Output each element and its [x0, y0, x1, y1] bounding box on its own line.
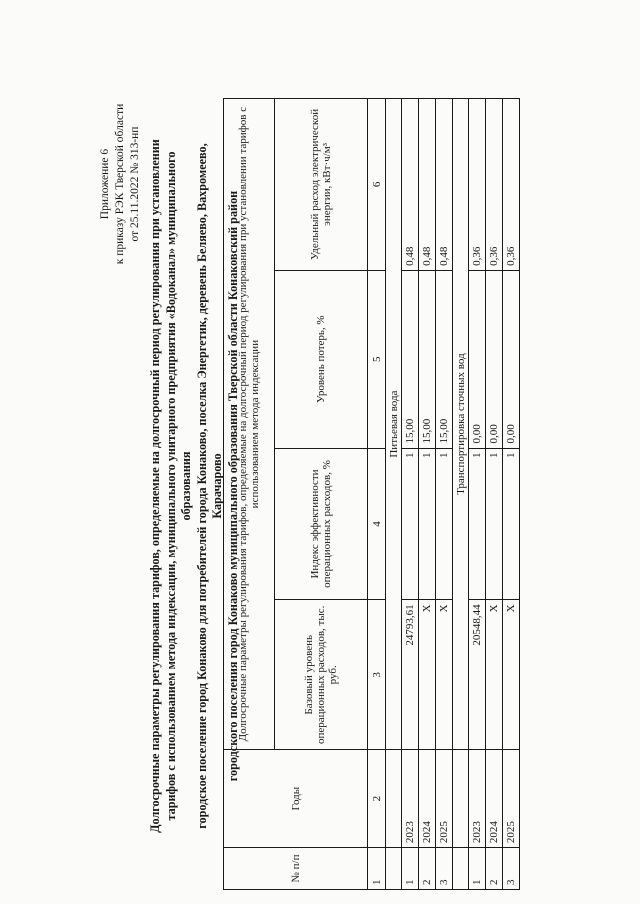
table-row — [402, 99, 419, 890]
column-number: 1 — [368, 848, 386, 890]
row-opex: X — [419, 600, 436, 750]
header-group: Долгосрочные параметры регулирования тарифов, определяемые на долгосрочный период регулирования при установлении тарифов с использованием метода индексации — [224, 99, 275, 750]
row-number: 1 — [469, 848, 486, 890]
row-efficiency-index: 1 — [503, 448, 520, 600]
appendix-line: Приложение 6 — [99, 148, 111, 220]
column-number: 6 — [368, 99, 386, 271]
row-loss-level: 15,00 — [402, 270, 419, 448]
row-loss-level: 0,00 — [486, 270, 503, 448]
row-number: 2 — [486, 848, 503, 890]
title-line: тарифов с использованием метода индексации, муниципального унитарного предприятия «Водоканал» муниципального образования — [163, 151, 193, 821]
title-line: городского поселения город Конаково муниципального образования Тверской области Конаковский район — [225, 190, 240, 782]
title-line: городское поселение город Конаково для потребителей города Конаково, поселка Энергетик, деревень Беляево, Вахромеево, Карачарово — [194, 143, 224, 829]
header-number: № п/п — [224, 848, 368, 890]
row-year: 2025 — [436, 750, 453, 848]
row-year: 2025 — [503, 750, 520, 848]
header-opex: Базовый уровень операционных расходов, тыс. руб. — [275, 600, 368, 750]
header-loss-level: Уровень потерь, % — [275, 270, 368, 448]
column-number: 5 — [368, 270, 386, 448]
section-spacer — [453, 848, 469, 890]
row-number: 2 — [419, 848, 436, 890]
row-efficiency-index: 1 — [402, 448, 419, 600]
row-year: 2024 — [419, 750, 436, 848]
row-opex: X — [436, 600, 453, 750]
row-loss-level: 0,00 — [503, 270, 520, 448]
table-row — [469, 99, 486, 890]
section-spacer — [386, 750, 402, 848]
row-year: 2023 — [469, 750, 486, 848]
appendix-line: от 25.11.2022 № 313-нп — [129, 126, 141, 242]
row-efficiency-index: 1 — [469, 448, 486, 600]
section-row — [386, 99, 402, 890]
row-energy-consumption: 0,48 — [419, 99, 436, 271]
appendix-block — [98, 49, 143, 319]
section-spacer — [386, 848, 402, 890]
appendix-line: к приказу РЭК Тверской области — [114, 103, 126, 265]
row-energy-consumption: 0,48 — [402, 99, 419, 271]
table-row — [486, 99, 503, 890]
column-number: 4 — [368, 448, 386, 600]
table-row — [419, 99, 436, 890]
row-opex: 24793,61 — [402, 600, 419, 750]
row-efficiency-index: 1 — [486, 448, 503, 600]
row-energy-consumption: 0,36 — [503, 99, 520, 271]
section-title: Питьевая вода — [386, 99, 402, 750]
row-opex: X — [503, 600, 520, 750]
section-spacer — [453, 750, 469, 848]
row-opex: 20548,44 — [469, 600, 486, 750]
row-loss-level: 0,00 — [469, 270, 486, 448]
table-row — [436, 99, 453, 890]
row-year: 2023 — [402, 750, 419, 848]
header-years: Годы — [224, 750, 368, 848]
column-number: 2 — [368, 750, 386, 848]
parameters-table — [223, 98, 520, 890]
row-loss-level: 15,00 — [419, 270, 436, 448]
row-energy-consumption: 0,48 — [436, 99, 453, 271]
row-opex: X — [486, 600, 503, 750]
section-row — [453, 99, 469, 890]
row-number: 1 — [402, 848, 419, 890]
table-row — [503, 99, 520, 890]
row-energy-consumption: 0,36 — [486, 99, 503, 271]
row-number: 3 — [436, 848, 453, 890]
row-loss-level: 15,00 — [436, 270, 453, 448]
column-numbering-row — [368, 99, 386, 890]
header-energy-consumption: Удельный расход электрической энергии, кВт·ч/м³ — [275, 99, 368, 271]
column-number: 3 — [368, 600, 386, 750]
title-line: Долгосрочные параметры регулирования тарифов, определяемые на долгосрочный период регулирования при установлении — [148, 139, 162, 833]
row-number: 3 — [503, 848, 520, 890]
row-efficiency-index: 1 — [436, 448, 453, 600]
section-title: Транспортировка сточных вод — [453, 99, 469, 750]
row-energy-consumption: 0,36 — [469, 99, 486, 271]
row-year: 2024 — [486, 750, 503, 848]
row-efficiency-index: 1 — [419, 448, 436, 600]
header-efficiency-index: Индекс эффективности операционных расходов, % — [275, 448, 368, 600]
